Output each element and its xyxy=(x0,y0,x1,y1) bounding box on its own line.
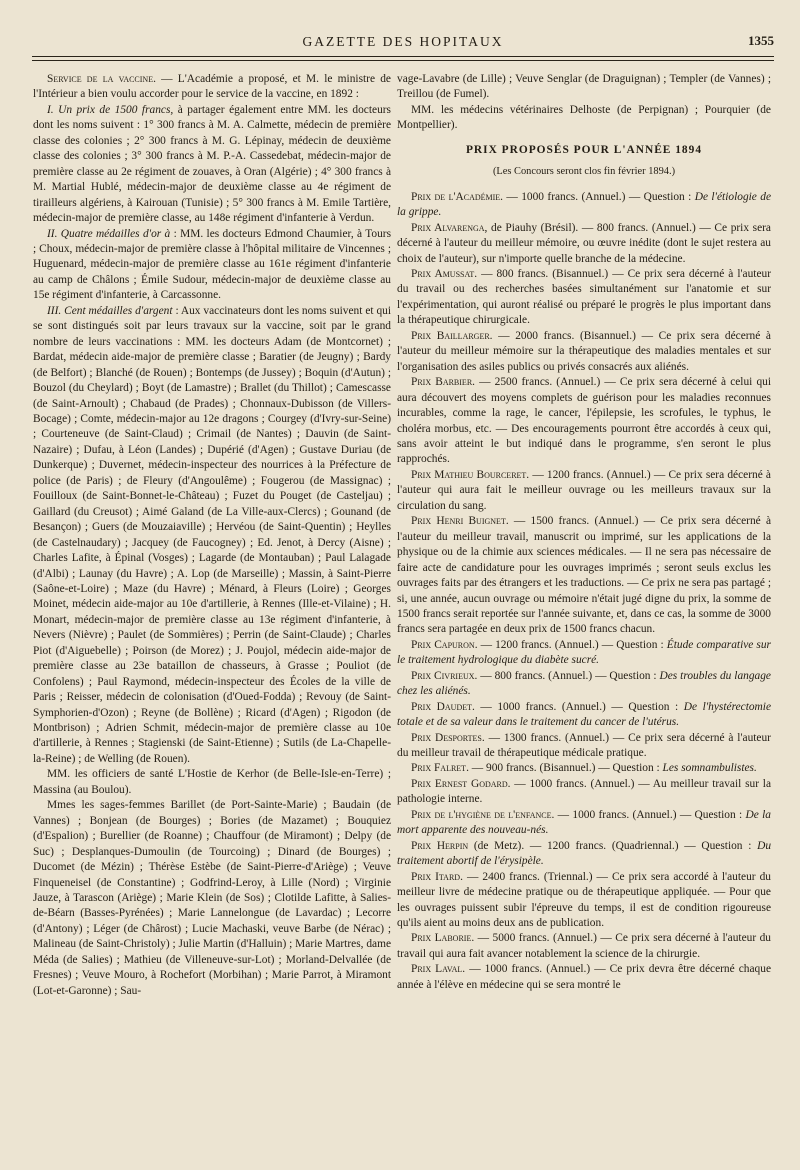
prize-name: Prix Alvarenga, xyxy=(411,221,488,234)
prize-entry xyxy=(397,190,771,221)
section-subheading: (Les Concours seront clos fin février 1894.) xyxy=(492,166,676,178)
medals-silver-text: : Aux vaccinateurs dont les noms suivent et qui se sont distingués soit par leurs travaux sur la vaccine, soit par le grand nombre de leurs vaccinations : MM. les docteurs Adam (de Montcornet) ; Bardat, médecin aide-major de première classe ; Baratier (de Jeugny) ; Bardy (de Belfort) ; Blanché (de Rouen) ; Bontemps (de Jussey) ; Boquin (d'Autun) ; Bouzol (du Cheylard) ; Boyt (de Lamastre) ; Brallet (du Thillot) ; Camescasse (de Saint-Arnoult) ; Chabaud (de Prades) ; Chonnaux-Dubisson (de Villers-Bocage) ; Comte, médecin-major au 12e dragons ; Courgey (d'Ivry-sur-Seine) ; Courteneuve (de Saint-Claud) ; Crimail (de Nantes) ; Dauvin (de Saint-Nazaire) ; Dufau, à Léon (Landes) ; Dupérié (d'Agen) ; Gustave Duriau (de Dunkerque) ; Duvernet, médecin-inspecteur des nourrices à la Préfecture de police (de Paris) ; de Fleury (d'Angoulême) ; Fougerou (de Massignac) ; Fouilloux (de Saint-Bonnet-le-Château) ; Fuzet du Pouget (de Casteljau) ; Gaillard (du Creusot) ; Aimé Galand (de La Ville-aux-Clercs) ; Gounand (de Besançon) ; Guers (de Mouzaiaville) ; Hervéou (de Saint-Quentin) ; Heylles (de Castelnaudary) ; Jacquey (de Faucogney) ; Ed. Jenot, à Dercy (Aisne) ; Charles Lafite, à Épinal (Vosges) ; Lagarde (de Montauban) ; Paul Lalagade (d'Albi) ; Launay (du Havre) ; A. Lop (de Marseille) ; Massin, à Saint-Pierre (Saône-et-Loire) ; Maze (du Havre) ; Ménard, à Fleurs (Loire) ; Georges Moinet, médecin aide-major au 10e d'artillerie, à Rennes (Ille-et-Vilaine) ; H. Monart, médecin-major de première classe au 13e régiment d'infanterie, à Nevers (Nièvre) ; Paulet (de Sommières) ; Perrin (de Saint-Claude) ; Charles Piot (d'Aiguebelle) ; Poirson (de Morez) ; J. Poujol, médecin aide-major de première classe au 23e bataillon de chasseurs, à Grasse ; Pouliot (de Confolens) ; Paul Raymond, médecin-inspecteur des Écoles de la ville de Paris ; Reisser, médecin de colonisation (d'Oued-Fodda) ; Revouy (de Saint-Symphorien-d'Ozon) ; Reyne (de Bollène) ; Ricard (d'Agen) ; Rigodon (de Montbrison) ; Adrien Schmit, médecin-major de première classe au 10e d'artillerie, à Rennes ; Stagienski (de Saint-Etienne) ; Sutils (de La-Chapelle-la-Reine) ; de Welling (de Rouen). xyxy=(33,304,391,765)
prize-description: — 2500 francs. (Annuel.) — Ce prix sera décerné à celui qui aura découvert des moyens complets de guérison pour les maladies reconnues incurables, comme la rage, le cancer, l'épilepsie, les scrofules, le typhus, le choléra morbus, etc. — Des encouragements pourront être accordés à ceux qui, sans avoir atteint le but indiqué dans le programme, s'en seront le plus rapprochés. xyxy=(397,376,771,466)
prize-entry xyxy=(397,931,771,962)
medals-silver-label: III. Cent médailles d'argent xyxy=(47,304,173,317)
prize-entry xyxy=(397,870,771,932)
prize-entry xyxy=(397,777,771,808)
prize-name: Prix Itard. xyxy=(411,870,463,883)
prize-description: — 1000 francs. (Annuel.) — Ce prix devra être décerné chaque année à l'élève en médecine qui se sera montré le xyxy=(397,963,771,991)
prize-name: Prix Amussat. xyxy=(411,267,478,280)
prize-entry xyxy=(397,514,771,638)
prize-label-1: I. Un prix de 1500 francs, xyxy=(47,103,174,116)
medals-silver-paragraph xyxy=(33,304,391,768)
prize-name: Prix Desportes. xyxy=(411,731,485,744)
prize-description: — 1000 francs. (Annuel.) — Au meilleur travail sur la pathologie interne. xyxy=(397,777,771,806)
page-number: 1355 xyxy=(748,33,774,48)
prize-name: Prix Civrieux. xyxy=(411,669,478,682)
prize-entry xyxy=(397,669,771,700)
prize-question: Étude comparative sur le traitement hydrologique du diabète sucré. xyxy=(397,638,771,667)
prize-question: De la mort apparente des nouveau-nés. xyxy=(397,808,771,837)
midwives-paragraph: Mmes les sages-femmes Barillet (de Port-Sainte-Marie) ; Baudain (de Vannes) ; Bonjean (de Bourges) ; Bories (de Mazamet) ; Bouquiez (d'Espalion) ; Burellier (de Roanne) ; Chauffour (de Miramont) ; Delpy (de Suc) ; Desplanques-Dumoulin (de Tourcoing) ; Dinard (de Bourges) ; Ducomet (de Mézin) ; Thérèse Estèbe (de Saint-Pierre-d'Ariège) ; Veuve Finqueneisel (de Constantine) ; Godfrind-Leroy, à Lille (Nord) ; Virginie Jauze, à Tarascon (Ariège) ; Marie Klein (de Sos) ; Clotilde Lafitte, à Salies-de-Béarn (Basses-Pyrénées) ; Marie Lannelongue (de Lavardac) ; Lecorre (d'Antony) ; Léger (de Chârost) ; Lucie Machaski, veuve Barbe (de Nérac) ; Malineau (de Saint-Christoly) ; Julie Martin (d'Halluin) ; Marie Martres, dame Méda (de Salies) ; Mathieu (de Villeneuve-sur-Lot) ; Morland-Delvallée (de Fresnes) ; Veuve Mouro, à Rochefort (Morbihan) ; Marie Parrot, à Miramont (Lot-et-Garonne) ; Sau- xyxy=(33,799,391,997)
prize-name: Prix Mathieu Bourceret. xyxy=(411,468,530,481)
prize-description: — 900 francs. (Bisannuel.) — Question : xyxy=(468,762,663,775)
header-rule-top xyxy=(32,56,774,57)
prize-description: — 800 francs. (Bisannuel.) — Ce prix sera décerné à l'auteur du travail ou des recherches basées simultanément sur l'anatomie et sur l'expérimentation, qui auront réalisé ou préparé le progrès le plus important dans la thérapeutique chirurgicale. xyxy=(397,267,771,327)
prize-description: — 1000 francs. (Annuel.) — Question : xyxy=(554,808,746,821)
medals-gold-label: II. Quatre médailles d'or à xyxy=(47,227,171,240)
prize-question: De l'étiologie de la grippe. xyxy=(397,190,771,219)
prize-name: Prix Barbier. xyxy=(411,376,476,389)
prize-entry xyxy=(397,638,771,669)
vaccine-heading: Service de la vaccine. xyxy=(47,73,156,85)
prize-question: De l'hystérectomie totale et de sa valeur dans le traitement du cancer de l'utérus. xyxy=(397,700,771,729)
prize-description: — 800 francs. (Annuel.) — Question : xyxy=(477,669,660,682)
prize-description: — 5000 francs. (Annuel.) — Ce prix sera décerné à l'auteur du travail qui aura fait avancer notablement la science de la chirurgie. xyxy=(397,932,771,960)
journal-title: GAZETTE DES HOPITAUX xyxy=(302,34,504,49)
prize-name: Prix Laval. xyxy=(411,963,466,976)
right-column xyxy=(397,72,771,1157)
prize-entry xyxy=(397,375,771,468)
vaccine-intro-paragraph xyxy=(33,72,391,103)
prize-entry xyxy=(397,962,771,993)
prize-description: — 1000 francs. (Annuel.) — Question : xyxy=(474,700,684,713)
vaccine-intro-text: — L'Académie a proposé, et M. le ministre de l'Intérieur a bien voulu accorder pour le service de la vaccine, en 1892 : xyxy=(33,73,391,101)
prize-name: Prix de l'hygiène de l'enfance. xyxy=(411,808,555,821)
prize-name: Prix Daudet. xyxy=(411,700,475,713)
prize-name: Prix Baillarger. xyxy=(411,329,493,342)
medals-gold-text: : MM. les docteurs Edmond Chaumier, à Tours ; Choux, médecin-major de première classe à l'hôpital militaire de Vincennes ; Huguenard, médecin-major de première classe au 161e régiment d'infanterie au camp de Châlons ; Émile Sudour, médecin-major de deuxième classe au 15e régiment d'infanterie, à Carcassonne. xyxy=(33,227,391,302)
prize-entry xyxy=(397,221,771,267)
prize-paragraph-1 xyxy=(33,103,391,227)
prize-entry xyxy=(397,468,771,514)
prize-name: Prix Laborie. xyxy=(411,932,475,945)
prize-entry xyxy=(397,731,771,762)
left-column xyxy=(33,72,391,1157)
officers-paragraph: MM. les officiers de santé L'Hostie de Kerhor (de Belle-Isle-en-Terre) ; Massina (au Boulou). xyxy=(33,768,391,796)
prize-name: Prix Capuron. xyxy=(411,638,478,651)
midwives-continuation: vage-Lavabre (de Lille) ; Veuve Senglar (de Draguignan) ; Templer (de Vannes) ; Treillou (de Fumel). xyxy=(397,73,771,101)
prize-description: — 2000 francs. (Bisannuel.) — Ce prix sera décerné à l'auteur du meilleur mémoire sur la thérapeutique des maladies mentales et sur l'organisation des asiles publics ou privés consacrés aux aliénés. xyxy=(397,329,771,373)
prize-entry xyxy=(397,329,771,375)
prize-description: — 2400 francs. (Triennal.) — Ce prix sera accordé à l'auteur du meilleur livre de médecine pratique ou de thérapeutique appliquée. — Pour que les ouvrages puissent subir l'épreuve du temps, il est de condition rigoureuse qu'ils aient au moins deux ans de publication. xyxy=(397,870,771,930)
prize-description: — 1500 francs. (Annuel.) — Ce prix sera décerné à l'auteur du meilleur travail, manuscrit ou imprimé, sur les applications de la physique ou de la chimie aux sciences médicales. — Il ne sera pas nécessaire de faire acte de candidature pour les ouvrages imprimés ; seront seuls exclus les ouvrages faits par des étrangers et les traductions. — Ce prix ne sera pas partagé ; si, une année, aucun ouvrage ou mémoire n'était jugé digne du prix, la somme de 1500 francs serait reportée sur l'année suivante, et, dans ce cas, la somme de 3000 francs sera partagée en deux prix de 1500 francs chacun. xyxy=(397,515,771,636)
prize-description: de Piauhy (Brésil). — 800 francs. (Annuel.) — Ce prix sera décerné à l'auteur du meilleur mémoire, ou œuvre inédite (dont le sujet restera au choix de l'auteur), sur n'importe quelle branche de la médecine. xyxy=(397,221,771,265)
prize-entry xyxy=(397,808,771,839)
prize-name: Prix Henri Buignet. xyxy=(411,515,509,528)
prize-question: Des troubles du langage chez les aliénés. xyxy=(397,669,771,698)
prize-description: — 1300 francs. (Annuel.) — Ce prix sera décerné à l'auteur du meilleur travail de thérapeutique médicale pratique. xyxy=(397,731,771,760)
prize-entry xyxy=(397,839,771,870)
prize-description: (de Metz). — 1200 francs. (Quadriennal.) — Question : xyxy=(468,839,758,852)
prize-question: Du traitement abortif de l'érysipèle. xyxy=(397,839,771,868)
prize-description: — 1200 francs. (Annuel.) — Ce prix sera décerné à l'auteur qui aura fait le meilleur ouvrage ou les meilleurs travaux sur la circulation du sang. xyxy=(397,468,771,512)
page-header xyxy=(32,30,774,52)
prize-description: — 1000 francs. (Annuel.) — Question : xyxy=(503,190,695,203)
prize-entry xyxy=(397,267,771,329)
prize-entry xyxy=(397,761,771,776)
header-rule-bottom xyxy=(32,60,774,61)
prize-name: Prix Falret. xyxy=(411,762,469,775)
prize-text-1: à partager également entre MM. les docteurs dont les noms suivent : 1° 300 francs à M. A. Calmette, médecin de première classe des colonies ; 2° 300 francs à M. G. Lépinay, médecin de deuxième classe des colonies ; 3° 300 francs à M. P.-A. Cassedebat, médecin-major de première classe au 2e régiment de zouaves, à Oran (Algérie) ; 4° 300 francs à M. Martial Hublé, médecin-major de deuxième classe au 4e régiment de tirailleurs algériens, à Kairouan (Tunisie) ; 5° 300 francs à M. Emile Tartière, médecin-major de première classe, au 148e régiment d'infanterie à Verdun. xyxy=(33,103,391,225)
prize-name: Prix Ernest Godard. xyxy=(411,777,511,790)
prize-description: — 1200 francs. (Annuel.) — Question : xyxy=(477,638,667,651)
veterinarians-paragraph: MM. les médecins vétérinaires Delhoste (de Perpignan) ; Pourquier (de Montpellier). xyxy=(397,103,771,132)
prize-list xyxy=(397,190,771,994)
section-heading: PRIX PROPOSÉS POUR L'ANNÉE 1894 xyxy=(465,143,703,156)
medals-gold-paragraph xyxy=(33,227,391,304)
prize-entry xyxy=(397,700,771,731)
prize-name: Prix Herpin xyxy=(411,839,469,852)
prize-question: Les somnambulistes. xyxy=(662,762,757,775)
prize-name: Prix de l'Académie. xyxy=(411,190,504,203)
